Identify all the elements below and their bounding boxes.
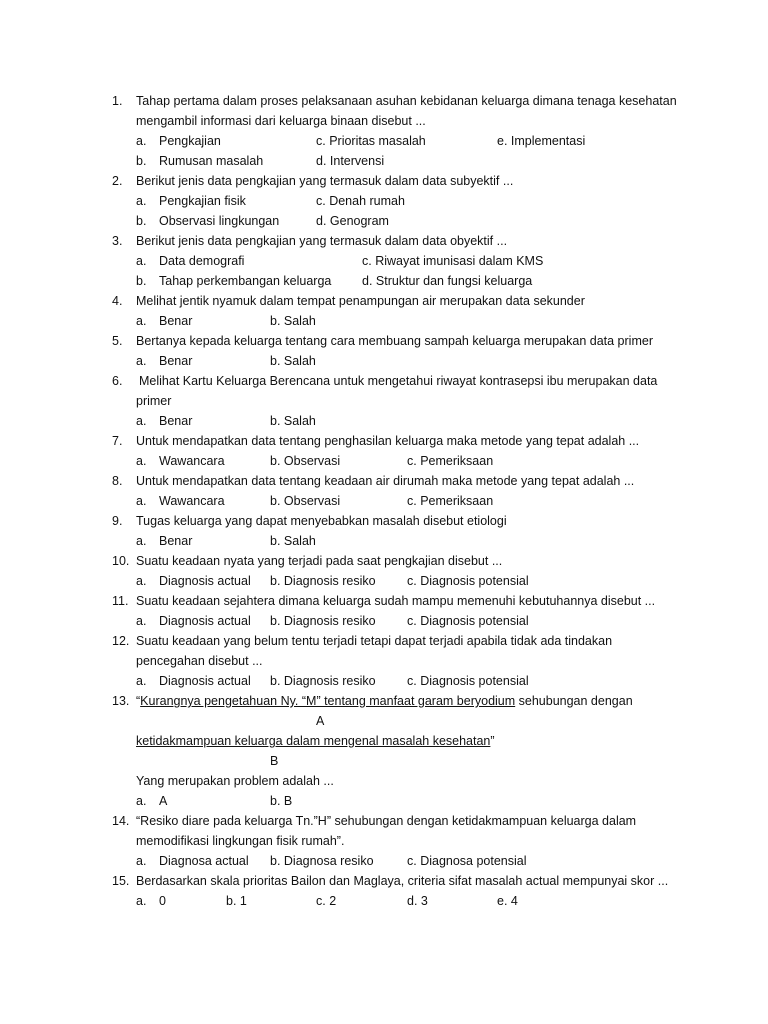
option-text: c. Diagnosa potensial xyxy=(407,854,527,868)
option-letter: a. xyxy=(136,574,147,588)
option-letter: a. xyxy=(136,894,147,908)
question-number: 8. xyxy=(112,474,123,488)
option-letter: a. xyxy=(136,414,147,428)
question-text: Tugas keluarga yang dapat menyebabkan masalah disebut etiologi xyxy=(136,514,507,528)
option-text: c. Diagnosis potensial xyxy=(407,674,529,688)
option-text: Benar xyxy=(159,354,193,368)
option-letter: a. xyxy=(136,534,147,548)
question-number: 1. xyxy=(112,94,123,108)
option-text: Diagnosis actual xyxy=(159,674,251,688)
option-text: c. Diagnosis potensial xyxy=(407,574,529,588)
option-text: c. Prioritas masalah xyxy=(316,134,426,148)
option-letter: a. xyxy=(136,314,147,328)
option-text: Diagnosa actual xyxy=(159,854,249,868)
option-text: Pengkajian xyxy=(159,134,221,148)
option-letter: a. xyxy=(136,854,147,868)
question-number: 11. xyxy=(112,594,129,608)
option-text: e. 4 xyxy=(497,894,518,908)
question-number: 14. xyxy=(112,814,130,828)
option-text: Benar xyxy=(159,414,193,428)
label-b: B xyxy=(270,754,279,768)
option-text: c. Pemeriksaan xyxy=(407,454,494,468)
option-text: b. 1 xyxy=(226,894,247,908)
question-number: 4. xyxy=(112,294,123,308)
option-text: c. Diagnosis potensial xyxy=(407,614,529,628)
option-letter: a. xyxy=(136,354,147,368)
option-text: b. Salah xyxy=(270,354,316,368)
option-text: b. B xyxy=(270,794,293,808)
option-text: c. 2 xyxy=(316,894,337,908)
question-text xyxy=(136,691,633,711)
option-text: b. Salah xyxy=(270,534,316,548)
option-text: b. Salah xyxy=(270,414,316,428)
option-text: Rumusan masalah xyxy=(159,154,264,168)
option-text: b. Diagnosis resiko xyxy=(270,574,376,588)
question-text: Untuk mendapatkan data tentang penghasilan keluarga maka metode yang tepat adalah ... xyxy=(136,434,640,448)
question-text: Melihat jentik nyamuk dalam tempat penampungan air merupakan data sekunder xyxy=(136,294,585,308)
question-text: Suatu keadaan sejahtera dimana keluarga sudah mampu memenuhi kebutuhannya disebut ... xyxy=(136,594,656,608)
option-text: c. Denah rumah xyxy=(316,194,405,208)
question-text: Melihat Kartu Keluarga Berencana untuk mengetahui riwayat kontrasepsi ibu merupakan data xyxy=(139,374,658,388)
quote-close: ” xyxy=(490,734,495,748)
option-letter: a. xyxy=(136,494,147,508)
question-text: Suatu keadaan nyata yang terjadi pada saat pengkajian disebut ... xyxy=(136,554,503,568)
option-text: d. Struktur dan fungsi keluarga xyxy=(362,274,533,288)
question-text: pencegahan disebut ... xyxy=(136,654,263,668)
option-letter: b. xyxy=(136,274,147,288)
question-number: 2. xyxy=(112,174,123,188)
statement-part-a: Kurangnya pengetahuan Ny. “M” tentang manfaat garam beryodium xyxy=(140,694,516,708)
option-letter: a. xyxy=(136,674,147,688)
option-letter: a. xyxy=(136,194,147,208)
quote-open: “ xyxy=(136,694,141,708)
question-text: primer xyxy=(136,394,172,408)
option-text: Benar xyxy=(159,534,193,548)
question-text: Berikut jenis data pengkajian yang termasuk dalam data subyektif ... xyxy=(136,174,514,188)
option-text: d. Intervensi xyxy=(316,154,385,168)
option-text: Data demografi xyxy=(159,254,245,268)
option-text: Benar xyxy=(159,314,193,328)
question-text: Tahap pertama dalam proses pelaksanaan asuhan kebidanan keluarga dimana tenaga kesehatan xyxy=(136,94,677,108)
option-text: Pengkajian fisik xyxy=(159,194,246,208)
option-text: Wawancara xyxy=(159,494,225,508)
question-number: 12. xyxy=(112,634,130,648)
option-text: c. Riwayat imunisasi dalam KMS xyxy=(362,254,544,268)
option-text: Tahap perkembangan keluarga xyxy=(159,274,332,288)
question-text xyxy=(136,731,495,751)
option-text: Diagnosis actual xyxy=(159,574,251,588)
option-text: c. Pemeriksaan xyxy=(407,494,494,508)
question-text: memodifikasi lingkungan fisik rumah”. xyxy=(136,834,345,848)
option-letter: b. xyxy=(136,154,147,168)
option-text: b. Diagnosis resiko xyxy=(270,674,376,688)
question-text: Suatu keadaan yang belum tentu terjadi tetapi dapat terjadi apabila tidak ada tindakan xyxy=(136,634,613,648)
option-text: d. 3 xyxy=(407,894,428,908)
option-letter: b. xyxy=(136,214,147,228)
option-letter: a. xyxy=(136,794,147,808)
option-text: e. Implementasi xyxy=(497,134,586,148)
question-text: Berikut jenis data pengkajian yang termasuk dalam data obyektif ... xyxy=(136,234,508,248)
question-text: Bertanya kepada keluarga tentang cara membuang sampah keluarga merupakan data primer xyxy=(136,334,653,348)
option-text: b. Salah xyxy=(270,314,316,328)
option-text: Wawancara xyxy=(159,454,225,468)
question-number: 9. xyxy=(112,514,123,528)
question-number: 7. xyxy=(112,434,123,448)
question-text: mengambil informasi dari keluarga binaan disebut ... xyxy=(136,114,426,128)
question-text: Berdasarkan skala prioritas Bailon dan Maglaya, criteria sifat masalah actual mempunyai skor ... xyxy=(136,874,669,888)
option-text: b. Observasi xyxy=(270,494,341,508)
option-letter: a. xyxy=(136,134,147,148)
option-text: b. Diagnosa resiko xyxy=(270,854,374,868)
statement-part-b: ketidakmampuan keluarga dalam mengenal masalah kesehatan xyxy=(136,734,491,748)
question-number: 5. xyxy=(112,334,123,348)
option-text: d. Genogram xyxy=(316,214,389,228)
question-number: 15. xyxy=(112,874,130,888)
option-text: 0 xyxy=(159,894,166,908)
question-text: Untuk mendapatkan data tentang keadaan air dirumah maka metode yang tepat adalah ... xyxy=(136,474,635,488)
question-number: 13. xyxy=(112,694,130,708)
option-text: Diagnosis actual xyxy=(159,614,251,628)
question-prompt: Yang merupakan problem adalah ... xyxy=(136,774,334,788)
question-number: 10. xyxy=(112,554,130,568)
option-letter: a. xyxy=(136,614,147,628)
option-letter: a. xyxy=(136,454,147,468)
question-number: 6. xyxy=(112,374,123,388)
question-number: 3. xyxy=(112,234,123,248)
option-text: b. Observasi xyxy=(270,454,341,468)
question-text: “Resiko diare pada keluarga Tn.”H” sehubungan dengan ketidakmampuan keluarga dalam xyxy=(136,814,637,828)
option-text: b. Diagnosis resiko xyxy=(270,614,376,628)
option-text: Observasi lingkungan xyxy=(159,214,280,228)
label-a: A xyxy=(316,714,325,728)
option-text: A xyxy=(159,794,168,808)
option-letter: a. xyxy=(136,254,147,268)
connector-text: sehubungan dengan xyxy=(515,694,633,708)
